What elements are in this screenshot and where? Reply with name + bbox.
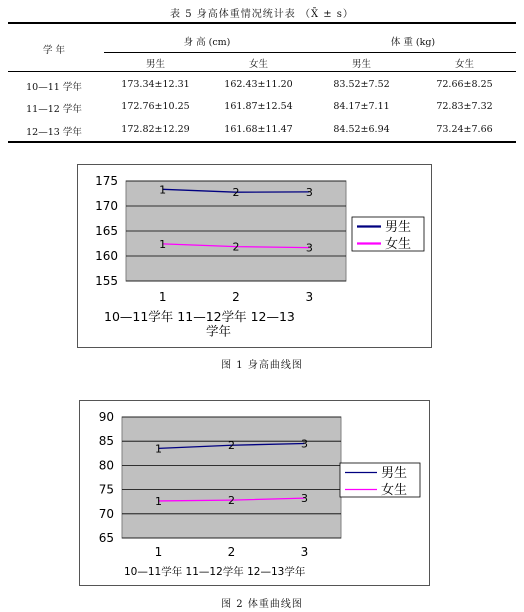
- row-label: 12—13 学年: [26, 127, 82, 138]
- table-cell: 161.68±11.47: [224, 124, 293, 135]
- x-tick-label: 3: [305, 290, 314, 304]
- weight-chart-frame: [79, 400, 430, 586]
- legend-label: 男生: [381, 466, 408, 482]
- y-tick-label: 85: [98, 434, 114, 449]
- data-point-label: 2: [232, 240, 240, 254]
- table-cell: 83.52±7.52: [333, 79, 390, 90]
- height-chart-frame: [77, 164, 432, 348]
- data-point-label: 3: [301, 492, 308, 506]
- data-point-label: 1: [159, 237, 167, 251]
- x-tick-label: 3: [300, 545, 309, 559]
- table-cell: 162.43±11.20: [224, 79, 293, 90]
- legend-label: 女生: [381, 483, 408, 499]
- data-point-label: 1: [155, 442, 162, 456]
- table-cell: 161.87±12.54: [224, 101, 293, 112]
- x-tick-label: 2: [227, 545, 236, 559]
- data-point-label: 3: [301, 437, 308, 451]
- row-label: 11—12 学年: [26, 104, 82, 115]
- plot-area: [122, 417, 341, 538]
- table-cell: 72.83±7.32: [436, 101, 493, 112]
- legend-label: 男生: [385, 220, 412, 236]
- table-title: 表 5 身高体重情况统计表 （X̄ ± s）: [170, 9, 354, 20]
- x-tick-label: 1: [158, 290, 167, 304]
- table-subheader-weight-female: 女生: [454, 59, 474, 70]
- data-point-label: 2: [228, 439, 235, 453]
- y-tick-label: 90: [98, 410, 114, 424]
- category-label-wrap: 学年: [206, 323, 232, 339]
- table-cell: 72.66±8.25: [436, 79, 493, 90]
- y-tick-label: 80: [98, 458, 114, 473]
- table-subheader-weight-male: 男生: [351, 59, 371, 70]
- y-tick-label: 75: [98, 482, 114, 497]
- data-point-label: 1: [155, 494, 162, 508]
- legend-label: 女生: [385, 237, 412, 253]
- figure-1-caption: 图 1 身高曲线图: [221, 360, 303, 371]
- y-tick-label: 170: [95, 199, 118, 213]
- category-label: 10—11学年 11—12学年 12—13学年: [124, 566, 306, 578]
- table-subheader-height-female: 女生: [248, 59, 268, 70]
- y-tick-label: 65: [98, 531, 114, 545]
- table-cell: 172.76±10.25: [121, 101, 190, 112]
- table-cell: 73.24±7.66: [436, 124, 493, 135]
- table-group-weight: 体 重 (kg): [390, 37, 436, 48]
- figure-2-caption: 图 2 体重曲线图: [221, 599, 303, 610]
- y-tick-label: 175: [95, 174, 118, 188]
- y-tick-label: 70: [98, 506, 114, 521]
- data-point-label: 2: [232, 186, 240, 200]
- data-point-label: 3: [305, 185, 313, 199]
- table-cell: 84.17±7.11: [333, 101, 390, 112]
- table-bottom-rule: [8, 141, 516, 143]
- data-point-label: 2: [228, 494, 235, 508]
- row-label: 10—11 学年: [26, 82, 82, 93]
- table-top-rule: [8, 22, 516, 24]
- y-tick-label: 155: [95, 274, 118, 288]
- data-point-label: 1: [159, 183, 167, 197]
- table-cell: 84.52±6.94: [333, 124, 390, 135]
- weight-chart: [80, 401, 429, 585]
- table-rowlabel-header: 学 年: [42, 45, 66, 56]
- height-chart: [78, 165, 431, 347]
- x-tick-label: 2: [232, 290, 240, 304]
- table-group-height: 身 高 (cm): [183, 37, 231, 48]
- x-tick-label: 1: [154, 545, 163, 559]
- y-tick-label: 160: [95, 249, 118, 263]
- table-subheader-height-male: 男生: [145, 59, 165, 70]
- table-cell: 172.82±12.29: [121, 124, 190, 135]
- category-label: 10—11学年 11—12学年 12—13: [104, 309, 295, 324]
- table-cell: 173.34±12.31: [121, 79, 190, 90]
- data-point-label: 3: [305, 241, 313, 255]
- legend-box: [340, 463, 420, 497]
- table-header-rule: [8, 71, 516, 72]
- table-group-rule: [104, 52, 516, 53]
- y-tick-label: 165: [95, 224, 118, 238]
